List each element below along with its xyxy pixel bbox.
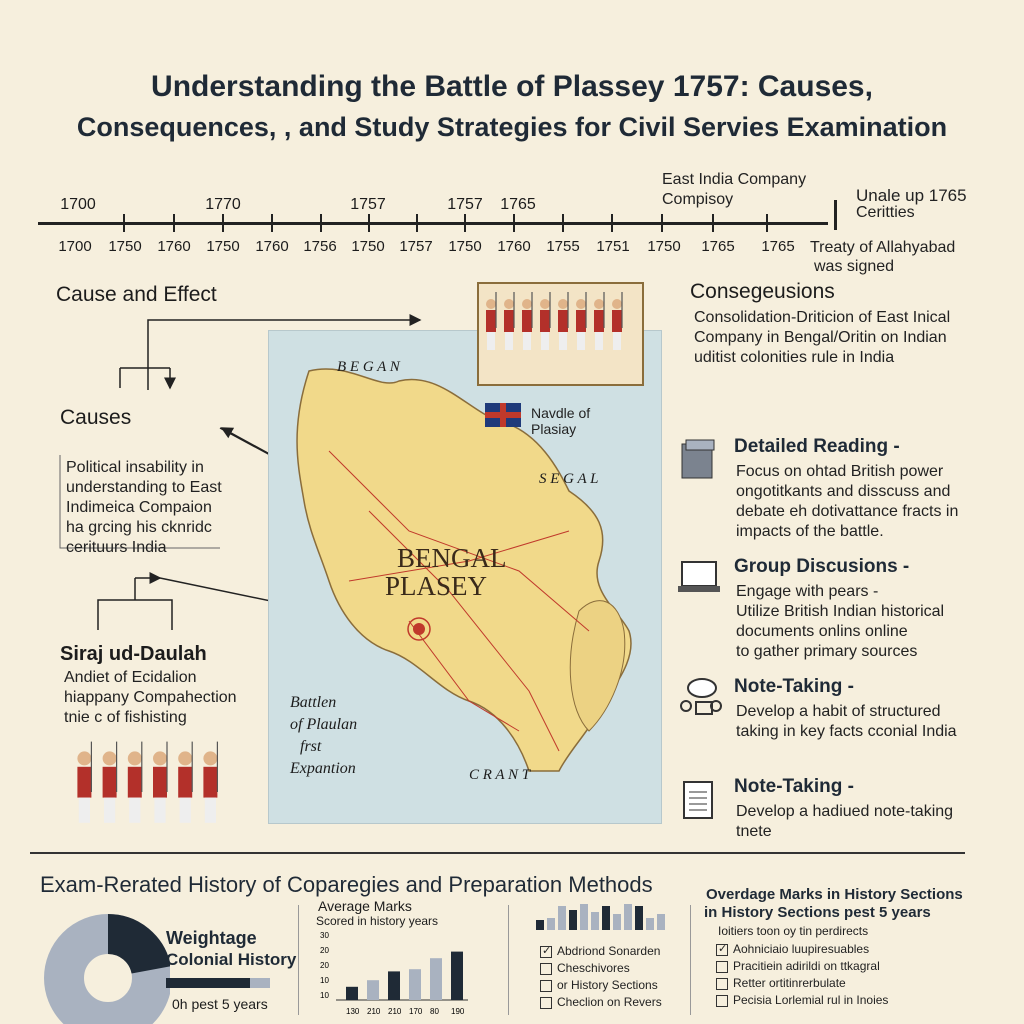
mini-bar — [536, 920, 544, 930]
right-title-2: in History Sections pest 5 years — [704, 904, 931, 921]
laptop-icon — [678, 558, 718, 598]
mini-bar — [624, 904, 632, 930]
battle-painting — [477, 282, 644, 386]
donut-legend-bar — [166, 978, 270, 988]
timeline-top-label: 1765 — [500, 196, 536, 213]
mini-bar — [657, 914, 665, 930]
siraj-arrow — [98, 578, 172, 630]
timeline-top-label: 1757 — [350, 196, 386, 213]
unchecked-box-icon[interactable] — [540, 963, 552, 975]
checklist-item[interactable] — [716, 993, 888, 1010]
bar-x-tick: 190 — [451, 1007, 465, 1016]
treaty-label-2: was signed — [814, 258, 895, 275]
map-label-segal: S E G A L — [539, 471, 599, 487]
donut-label: Weightage — [166, 928, 257, 948]
cause-effect-heading: Cause and Effect — [56, 283, 217, 306]
unchecked-box-icon[interactable] — [540, 980, 552, 992]
unchecked-box-icon[interactable] — [716, 961, 728, 973]
strategy-text: Engage with pears - — [736, 583, 879, 600]
checked-box-icon[interactable]: ✓ — [542, 944, 552, 957]
page-title: Understanding the Battle of Plassey 1757: Causes, — [151, 70, 873, 103]
page-subtitle: Consequences, , and Study Strategies for Civil Servies Examination — [76, 112, 948, 142]
flag-caption: Navdle of Plasiay — [531, 405, 591, 437]
consequences-text: Consolidation-Driticion of East Inical Company in Bengal/Oritin on Indian uditist colonities rule in India — [694, 309, 951, 366]
checklist-1 — [540, 944, 662, 1012]
section-divider — [30, 852, 965, 854]
timeline-top-label: 1770 — [205, 196, 241, 213]
timeline-bottom-label: 1750 — [647, 238, 681, 255]
bar-x-tick: 210 — [388, 1007, 402, 1016]
mini-bar — [558, 906, 566, 930]
unchecked-box-icon[interactable] — [540, 997, 552, 1009]
bar — [388, 971, 400, 1000]
strategy-text: ongotitkants and disscuss and — [736, 483, 951, 500]
map-label-bengal: BENGAL — [397, 543, 507, 573]
checklist-label: or History Sections — [557, 978, 658, 992]
checklist-2 — [716, 942, 888, 1010]
mini-bar — [613, 914, 621, 930]
bar-x-tick: 130 — [346, 1007, 360, 1016]
timeline-company-label-2: Compisoy — [662, 191, 734, 208]
timeline-top-label: 1700 — [60, 196, 96, 213]
soldiers-illustration — [72, 730, 222, 832]
soldier-figure — [128, 742, 142, 823]
siraj-heading: Siraj ud-Daulah — [60, 643, 207, 665]
unchecked-box-icon[interactable] — [716, 995, 728, 1007]
unchecked-box-icon[interactable] — [716, 978, 728, 990]
soldier-figure — [103, 742, 117, 823]
strategy-text: documents onlins online — [736, 623, 908, 640]
timeline-bottom-label: 1750 — [206, 238, 240, 255]
timeline-bottom-label: 1751 — [596, 238, 630, 255]
checklist-item[interactable] — [540, 978, 662, 995]
strategy-heading: Group Discusions - — [734, 556, 910, 577]
causes-heading: Causes — [60, 406, 132, 429]
checked-box-icon[interactable]: ✓ — [718, 942, 728, 955]
timeline-bottom-label: 1756 — [303, 238, 337, 255]
map-label-plasey: PLASEY — [385, 571, 488, 601]
map-label-crant: C R A N T — [469, 767, 531, 783]
timeline-bottom-label: 1760 — [255, 238, 289, 255]
mini-bar — [547, 918, 555, 930]
bar-y-tick: 10 — [320, 991, 329, 1000]
vertical-divider-2 — [508, 905, 509, 1015]
weightage-donut-chart — [40, 898, 170, 1024]
timeline-company-label: East India Company — [662, 171, 807, 188]
strategy-heading: Note-Taking - — [734, 676, 854, 697]
soldier-figure — [594, 292, 604, 350]
timeline-bottom-label: 1750 — [448, 238, 482, 255]
strategy-text: tnete — [736, 823, 772, 840]
average-marks-bar-chart — [318, 930, 478, 1024]
mini-bar-chart — [536, 902, 676, 932]
checklist-item[interactable] — [540, 961, 662, 978]
timeline-right-label-2: Ceritties — [856, 204, 915, 221]
timeline-bottom-label: 1765 — [761, 238, 795, 255]
strategy-text: Utilize British Indian historical — [736, 603, 945, 620]
right-title: Overdage Marks in History Sections — [706, 886, 963, 903]
strategy-text: to gather primary sources — [736, 643, 918, 660]
mini-bar — [635, 906, 643, 930]
book-icon — [678, 438, 718, 478]
causes-text: Political insability in understanding to East Indimeica Compaion ha grcing his cknridc cerituurs India — [66, 459, 222, 556]
strategy-text: debate eh dotivattance fracts in — [736, 503, 959, 520]
bar-chart-subtitle: Scored in history years — [316, 914, 439, 928]
soldier-figure — [558, 292, 568, 350]
checklist-label: Abdriond Sonarden — [557, 944, 661, 958]
checklist-label: Retter ortitinrerbulate — [733, 976, 846, 990]
timeline-top-label: 1757 — [447, 196, 483, 213]
soldier-figure — [486, 292, 496, 350]
bar-y-tick: 20 — [320, 961, 329, 970]
bar-x-tick: 210 — [367, 1007, 381, 1016]
timeline-bottom-label: 1760 — [497, 238, 531, 255]
mini-bar — [591, 912, 599, 930]
strategy-text: Focus on ohtad British power — [736, 463, 944, 480]
soldiers-painting-icon — [479, 284, 642, 384]
donut-caption: 0h pest 5 years — [172, 996, 268, 1012]
checklist-item[interactable] — [540, 995, 662, 1012]
bar — [367, 980, 379, 1000]
strategy-text: Develop a hadiued note-taking — [736, 803, 954, 820]
strategy-text: Develop a habit of structured — [736, 703, 941, 720]
timeline-right-label: Unale up 1765 — [856, 186, 967, 205]
bar-y-tick: 30 — [320, 931, 329, 940]
notepad-icon — [678, 778, 718, 818]
bar-y-tick: 10 — [320, 976, 329, 985]
union-jack-icon — [485, 403, 521, 427]
bar-y-tick: 20 — [320, 946, 329, 955]
soldier-figure — [77, 742, 91, 823]
checklist-item[interactable] — [540, 944, 662, 961]
people-chat-icon — [678, 678, 718, 718]
checklist-label: Pecisia Lorlemial rul in Inoies — [733, 993, 889, 1007]
mini-bar — [602, 906, 610, 930]
checklist-label: Pracitiein adirildi on ttkagral — [733, 959, 880, 973]
soldier-figure — [178, 742, 192, 823]
timeline-bottom-label: 1755 — [546, 238, 580, 255]
checklist-item[interactable] — [716, 942, 888, 959]
bar — [409, 969, 421, 1000]
soldier-figure — [612, 292, 622, 350]
checklist-item[interactable] — [716, 976, 888, 993]
timeline-bottom-label: 1760 — [157, 238, 191, 255]
bottom-heading: Exam-Rerated History of Coparegies and Preparation Methods — [40, 872, 653, 897]
bar-x-tick: 80 — [430, 1007, 439, 1016]
strategy-text: taking in key facts cconial India — [736, 723, 957, 740]
right-subtitle: Ioitiers toon oy tin perdirects — [718, 924, 869, 938]
plassey-marker — [413, 623, 425, 635]
mini-bar — [646, 918, 654, 930]
strategy-heading: Note-Taking - — [734, 776, 854, 797]
timeline-bottom-label: 1757 — [399, 238, 433, 255]
bar — [346, 987, 358, 1000]
checklist-item[interactable] — [716, 959, 888, 976]
vertical-divider-3 — [690, 905, 691, 1015]
soldier-figure — [540, 292, 550, 350]
soldier-figure — [203, 742, 217, 823]
battle-label: Battlen of Plaulan frst Expantion — [290, 694, 358, 777]
timeline-bottom-label: 1750 — [108, 238, 142, 255]
bar-chart-title: Average Marks — [318, 898, 412, 914]
bar-x-tick: 170 — [409, 1007, 423, 1016]
bar — [430, 958, 442, 1000]
vertical-divider-1 — [298, 905, 299, 1015]
bar — [451, 952, 463, 1000]
soldier-figure — [153, 742, 167, 823]
mini-bar — [569, 910, 577, 930]
treaty-label: Treaty of Allahyabad — [810, 239, 956, 256]
strategy-text: impacts of the battle. — [736, 523, 884, 540]
timeline-bottom-label: 1765 — [701, 238, 735, 255]
map-label-began: B E G A N — [337, 359, 400, 375]
consequences-heading: Consegeusions — [690, 280, 835, 303]
donut-label-2: Colonial History — [166, 950, 297, 969]
checklist-label: Cheschivores — [557, 961, 630, 975]
strategy-heading: Detailed Reading - — [734, 436, 900, 457]
checklist-label: Checlion on Revers — [557, 995, 662, 1009]
siraj-text: Andiet of Ecidalion hiappany Compahection tnie c of fishisting — [64, 669, 237, 726]
timeline-bottom-label: 1700 — [58, 238, 92, 255]
soldier-figure — [522, 292, 532, 350]
timeline-bottom-label: 1750 — [351, 238, 385, 255]
soldier-figure — [576, 292, 586, 350]
mini-bar — [580, 904, 588, 930]
soldier-figure — [504, 292, 514, 350]
checklist-label: Aohniciaio luupiresuables — [733, 942, 870, 956]
